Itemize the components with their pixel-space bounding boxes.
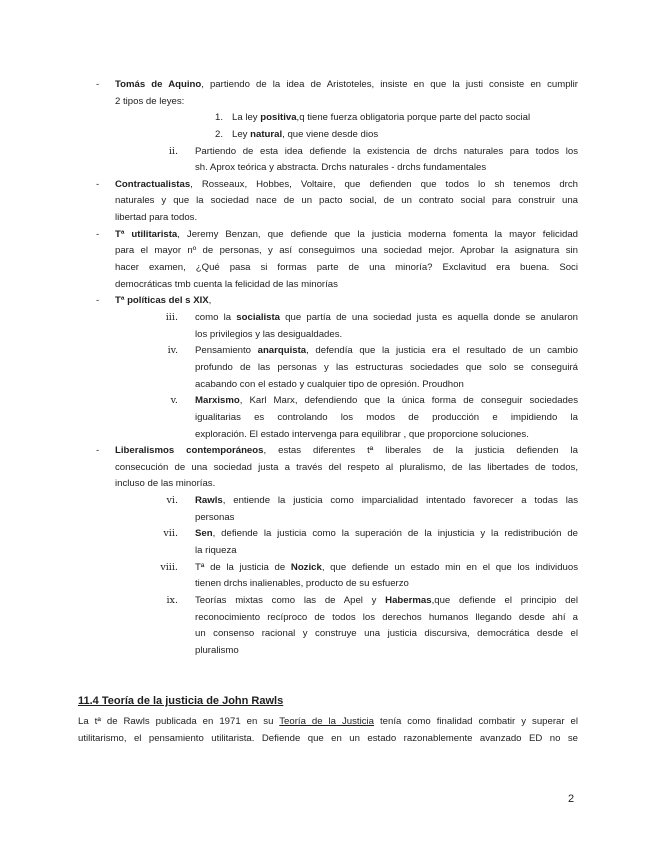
item-ix-line-1: Teorías mixtas como las de Apel y Habermas,que defiende el principio del	[195, 595, 578, 606]
section-heading: 11.4 Teoría de la justicia de John Rawls	[78, 695, 284, 707]
page-number: 2	[568, 793, 575, 805]
bullet-tomas-line-1: Tomás de Aquino, partiendo de la idea de Aristoteles, insiste en que la justi consiste en cumplir	[115, 79, 578, 90]
item-v-line-1: Marxismo, Karl Marx, defendiendo que la única forma de conseguir sociedades	[195, 395, 578, 406]
bullet-contract-line-2: naturales y que la sociedad nace de un pacto social, de un contrato social para construir una	[115, 195, 578, 206]
bullet-liberal-line-2: consecución de una sociedad justa a través del respeto al pluralismo, de las libertades de todos,	[115, 462, 578, 473]
paragraph-line-2: utilitarismo, el pensamiento utilitarista. Defiende que en un estado razonablemente avanzado ED no se	[78, 733, 578, 744]
bullet-util-line-1: Tª utilitarista, Jeremy Benzan, que defiende que la justicia moderna fomenta la mayor felicidad	[115, 229, 578, 240]
bullet-liberal-line-3: incluso de las minorías.	[115, 478, 216, 489]
roman-numeral: viii.	[160, 562, 178, 573]
roman-numeral: ii.	[168, 146, 178, 157]
item-iii-line-1: como la socialista que partía de una sociedad justa es aquella donde se anularon	[195, 312, 578, 323]
bullet: -	[96, 295, 100, 306]
item-ix-line-2: reconocimiento recíproco de todos los derechos humanos llegando desde ahí a	[195, 612, 578, 623]
item-iv-line-2: profundo de las personas y las estructuras sociedades que solo se conseguirá	[195, 362, 578, 373]
paragraph-line-1: La tª de Rawls publicada en 1971 en su Teoría de la Justicia tenía como finalidad combatir y superar el	[78, 716, 578, 727]
item-ix-line-3: un consenso racional y construye una justicia discursiva, democrática desde el	[195, 628, 578, 639]
roman-numeral: iii.	[165, 312, 178, 323]
item-iii-line-2: los privilegios y las desigualdades.	[195, 329, 343, 340]
bullet: -	[96, 445, 100, 456]
bullet: -	[96, 79, 100, 90]
item-ix-line-4: pluralismo	[195, 645, 239, 656]
roman-numeral: vi.	[166, 495, 178, 506]
item-vi-line-2: personas	[195, 512, 235, 523]
list-number: 2.	[215, 129, 224, 140]
item-vii-line-1: Sen, defiende la justicia como la superación de la injusticia y la redistribución de	[195, 528, 578, 539]
bullet-util-line-2: para el mayor nº de personas, y así conseguimos una sociedad mejor. Aprobar la asignatura sin	[115, 245, 578, 256]
roman-numeral: v.	[170, 395, 178, 406]
bullet-tomas-line-2: 2 tipos de leyes:	[115, 96, 185, 107]
item-viii-line-2: tienen drchs inalienables, producto de su esfuerzo	[195, 578, 409, 589]
roman-numeral: ix.	[166, 595, 178, 606]
bullet-util-line-3: hacer examen, ¿Qué pasa si formas parte de una minoría? Exclavitud era buena. Soci	[115, 262, 578, 273]
bullet-contract-line-1: Contractualistas, Rosseaux, Hobbes, Voltaire, que defienden que todos lo sh tenemos drch	[115, 179, 578, 190]
bullet-politicas-line-1: Tª políticas del s XIX,	[115, 295, 212, 306]
item-vii-line-2: la riqueza	[195, 545, 237, 556]
bullet: -	[96, 229, 100, 240]
item-viii-line-1: Tª de la justicia de Nozick, que defiende un estado min en el que los individuos	[195, 562, 578, 573]
sub-item-ley-natural: Ley natural, que viene desde dios	[232, 129, 379, 140]
bullet: -	[96, 179, 100, 190]
roman-numeral: iv.	[167, 345, 178, 356]
item-ii-line-1: Partiendo de esta idea defiende la existencia de drchs naturales para todos los	[195, 146, 578, 157]
item-iv-line-3: acabando con el estado y cualquier tipo de opresión. Proudhon	[195, 379, 464, 390]
sub-item-ley-positiva: La ley positiva,q tiene fuerza obligatoria porque parte del pacto social	[232, 112, 531, 123]
item-vi-line-1: Rawls, entiende la justicia como imparcialidad intentado favorecer a todas las	[195, 495, 578, 506]
roman-numeral: vii.	[163, 528, 178, 539]
list-number: 1.	[215, 112, 224, 123]
item-iv-line-1: Pensamiento anarquista, defendía que la justicia era el resultado de un cambio	[195, 345, 578, 356]
bullet-contract-line-3: libertad para todos.	[115, 212, 198, 223]
bullet-util-line-4: democráticas tmb cuenta la felicidad de las minorías	[115, 279, 338, 290]
item-ii-line-2: sh. Aprox teórica y abstracta. Drchs naturales - drchs fundamentales	[195, 162, 487, 173]
item-v-line-3: exploración. El estado intervenga para equilibrar , que proporcione soluciones.	[195, 429, 529, 440]
bullet-liberal-line-1: Liberalismos contemporáneos, estas diferentes tª liberales de la justicia defienden la	[115, 445, 578, 456]
item-v-line-2: igualitarias es controlando los modos de producción e impidiendo la	[195, 412, 578, 423]
